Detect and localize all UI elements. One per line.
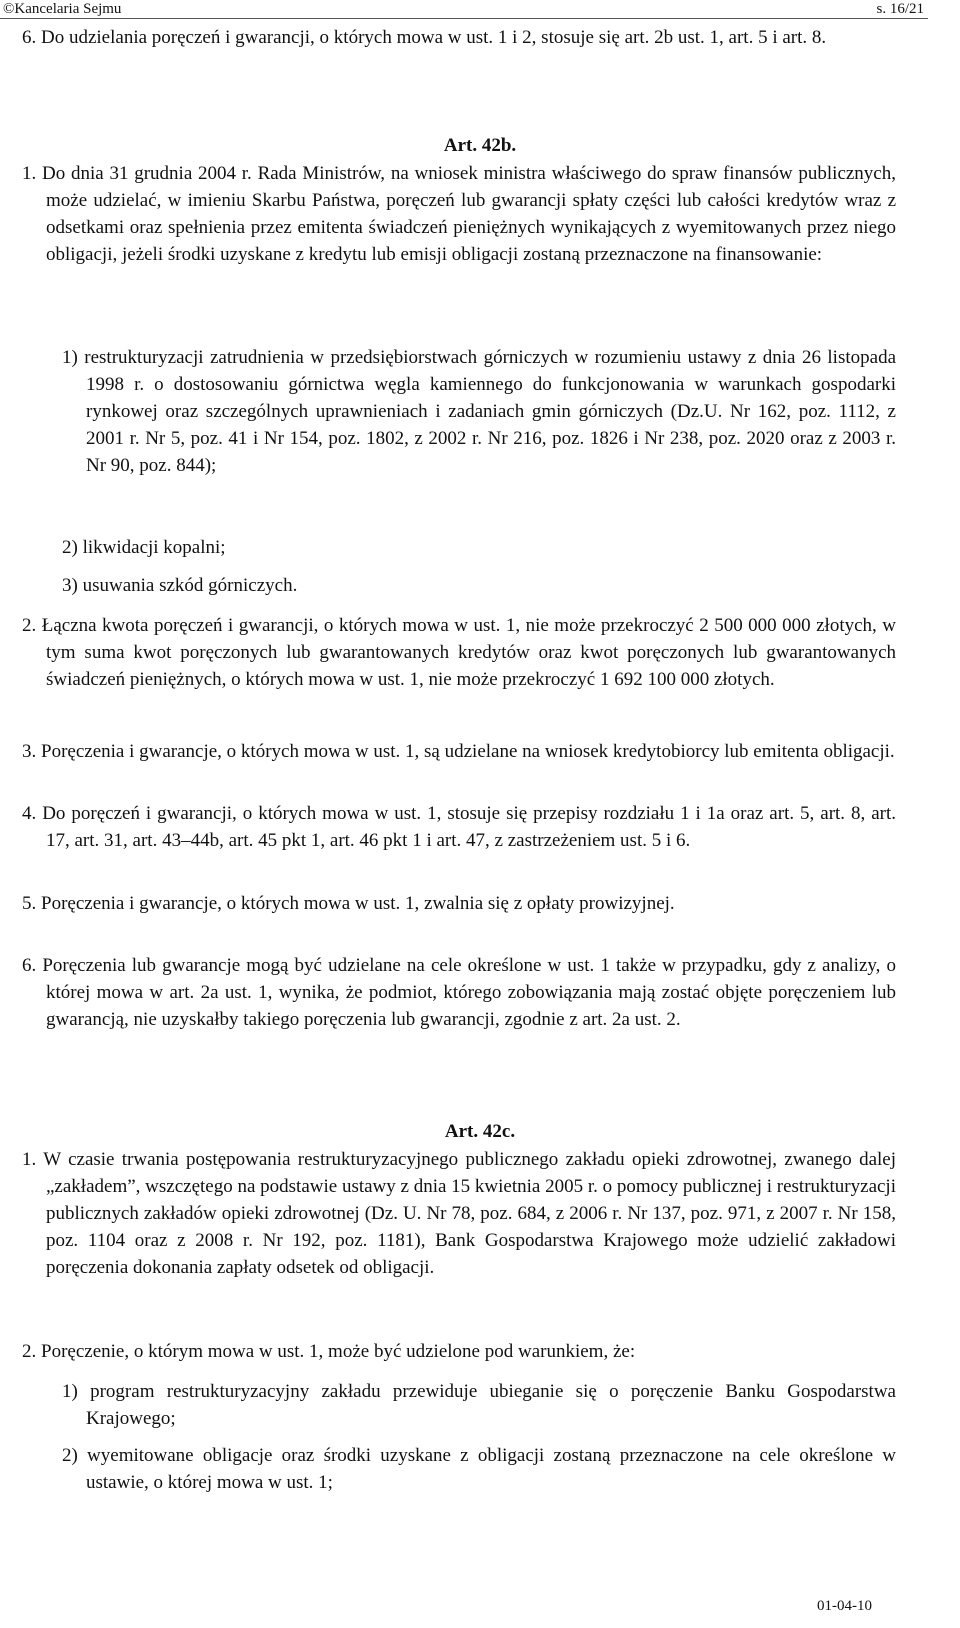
paragraph-42c-1: 1. W czasie trwania postępowania restrukturyzacyjnego publicznego zakładu opieki zdrowotnej, zwanego dalej „zakładem”, wszczętego na podstawie ustawy z dnia 15 kwietnia 2005 r. o pomocy publicznej i restrukturyzacji publicznych zakładów opieki zdrowotnej (Dz. U. Nr 78, poz. 684, z 2006 r. Nr 137, poz. 971, z 2007 r. Nr 158, poz. 1104 oraz z 2008 r. Nr 192, poz. 1181), Bank Gospodarstwa Krajowego może udzielić zakładowi poręczenia dokonania zapłaty odsetek od obligacji. [22, 1149, 896, 1278]
list-item: 2) wyemitowane obligacje oraz środki uzyskane z obligacji zostaną przeznaczone na cele określone w ustawie, o której mowa w ust. 1; [62, 1445, 896, 1493]
footer-date: 01-04-10 [817, 1598, 872, 1614]
paragraph-42b-4: 4. Do poręczeń i gwarancji, o których mowa w ust. 1, stosuje się przepisy rozdziału 1 i 1a oraz art. 5, art. 8, art. 17, art. 31, art. 43–44b, art. 45 pkt 1, art. 46 pkt 1 i art. 47, z zastrzeżeniem ust. 5 i 6. [22, 803, 896, 851]
page-number: s. 16/21 [876, 1, 924, 17]
list-item: 2) likwidacji kopalni; [62, 537, 226, 558]
list-item: 1) program restrukturyzacyjny zakładu przewiduje ubieganie się o poręczenie Banku Gospodarstwa Krajowego; [62, 1381, 896, 1429]
paragraph-42a-6: 6. Do udzielania poręczeń i gwarancji, o których mowa w ust. 1 i 2, stosuje się art. 2b ust. 1, art. 5 i art. 8. [22, 27, 827, 48]
paragraph-42b-5: 5. Poręczenia i gwarancje, o których mowa w ust. 1, zwalnia się z opłaty prowizyjnej. [22, 893, 675, 914]
paragraph-42b-6: 6. Poręczenia lub gwarancje mogą być udzielane na cele określone w ust. 1 także w przypadku, gdy z analizy, o której mowa w art. 2a ust. 1, wynika, że podmiot, którego zobowiązania mają zostać objęte poręczeniem lub gwarancją, nie uzyskałby takiego poręczenia lub gwarancji, zgodnie z art. 2a ust. 2. [22, 955, 896, 1030]
list-item: 1) restrukturyzacji zatrudnienia w przedsiębiorstwach górniczych w rozumieniu ustawy z dnia 26 listopada 1998 r. o dostosowaniu górnictwa węgla kamiennego do funkcjonowania w warunkach gospodarki rynkowej oraz szczególnych uprawnieniach i zadaniach gmin górniczych (Dz.U. Nr 162, poz. 1112, z 2001 r. Nr 5, poz. 41 i Nr 154, poz. 1802, z 2002 r. Nr 216, poz. 1826 i Nr 238, poz. 2020 oraz z 2003 r. Nr 90, poz. 844); [62, 347, 896, 476]
publisher-label: ©Kancelaria Sejmu [3, 1, 122, 17]
article-42b-title: Art. 42b. [443, 135, 517, 156]
page-header [0, 0, 960, 22]
paragraph-42b-2: 2. Łączna kwota poręczeń i gwarancji, o których mowa w ust. 1, nie może przekroczyć 2 500 000 000 złotych, w tym suma kwot poręczonych lub gwarantowanych kredytów oraz kwot poręczonych lub gwarantowanych świadczeń pieniężnych, o których mowa w ust. 1, nie może przekroczyć 1 692 100 000 złotych. [22, 615, 896, 690]
paragraph-42b-3: 3. Poręczenia i gwarancje, o których mowa w ust. 1, są udzielane na wniosek kredytobiorcy lub emitenta obligacji. [22, 741, 895, 762]
header-divider [0, 18, 928, 19]
list-item: 3) usuwania szkód górniczych. [62, 575, 298, 596]
article-42c-title: Art. 42c. [444, 1121, 516, 1142]
paragraph-42b-1: 1. Do dnia 31 grudnia 2004 r. Rada Ministrów, na wniosek ministra właściwego do spraw finansów publicznych, może udzielać, w imieniu Skarbu Państwa, poręczeń lub gwarancji spłaty części lub całości kredytów wraz z odsetkami oraz spełnienia przez emitenta świadczeń pieniężnych wynikających z wyemitowanych przez niego obligacji, jeżeli środki uzyskane z kredytu lub emisji obligacji zostaną przeznaczone na finansowanie: [22, 163, 896, 265]
paragraph-42c-2: 2. Poręczenie, o którym mowa w ust. 1, może być udzielone pod warunkiem, że: [22, 1341, 636, 1362]
